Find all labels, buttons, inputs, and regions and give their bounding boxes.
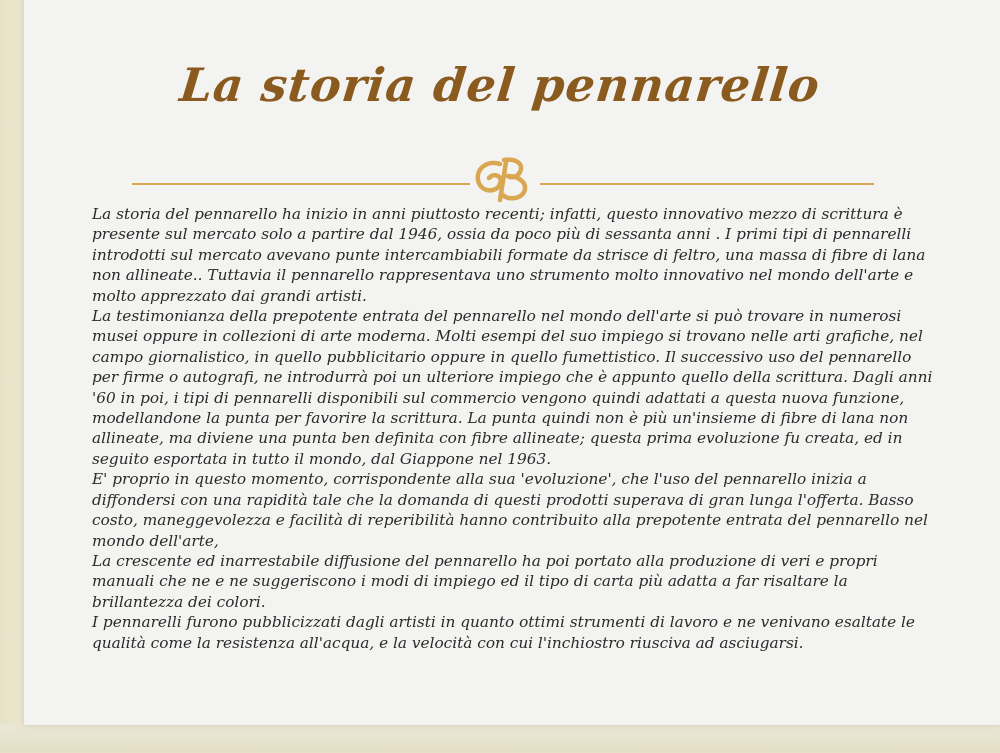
- background-bottom-band: [0, 725, 1000, 753]
- paragraph: La crescente ed inarrestabile diffusione del pennarello ha poi portato alla produzione di veri e propri manuali che ne e ne suggeriscono i modi di impiego ed il tipo di carta più adatta a far risaltare la brillantezza dei colori.: [92, 551, 878, 611]
- paragraph: La storia del pennarello ha inizio in anni piuttosto recenti; infatti, questo innovativo mezzo di scrittura è presente sul mercato solo a partire dal 1946, ossia da poco più di sessanta anni . I primi tipi di pennarelli introdotti sul mercato avevano punte intercambiabili formate da strisce di feltro, una massa di fibre di lana non allineate.. Tuttavia il pennarello rappresentava uno strumento molto innovativo nel mondo dell'arte e molto apprezzato dai grandi artisti.: [92, 205, 926, 305]
- divider-line-right: [540, 183, 874, 185]
- background-left-band: [0, 0, 24, 753]
- paragraph: La testimonianza della prepotente entrata del pennarello nel mondo dell'arte si può trovare in numerosi musei oppure in collezioni di arte moderna. Molti esempi del suo impiego si trovano nelle arti grafiche, nel campo giornalistico, in quello pubblicitario oppure in quello fumettistico. Il successivo uso del pennarello per firme o autografi, ne introdurrà poi un ulteriore impiego che è appunto quello della scrittura. Dagli anni '60 in poi, i tipi di pennarelli disponibili sul commercio vengono quindi adattati a questa nuova funzione, modellandone la punta per favorire la scrittura. La punta quindi non è più un'insieme di fibre di lana non allineate, ma diviene una punta ben definita con fibre allineate; questa prima evoluzione fu creata, ed in seguito esportata in tutto il mondo, dal Giappone nel 1963.: [92, 307, 933, 468]
- paragraph: I pennarelli furono pubblicizzati dagli artisti in quanto ottimi strumenti di lavoro e ne venivano esaltate le qualità come la resistenza all'acqua, e la velocità con cui l'inchiostro riusciva ad asciugarsi.: [92, 613, 915, 652]
- flourish-ornament-icon: [470, 150, 540, 210]
- paragraph: E' proprio in questo momento, corrispondente alla sua 'evoluzione', che l'uso del pennarello inizia a diffondersi con una rapidità tale che la domanda di questi prodotti superava di gran lunga l'offerta. Basso costo, maneggevolezza e facilità di reperibilità hanno contribuito alla prepotente entrata del pennarello nel mondo dell'arte,: [92, 470, 928, 550]
- divider-line-left: [132, 183, 470, 185]
- body-text: [92, 204, 942, 653]
- slide-title: La storia del pennarello: [177, 58, 823, 112]
